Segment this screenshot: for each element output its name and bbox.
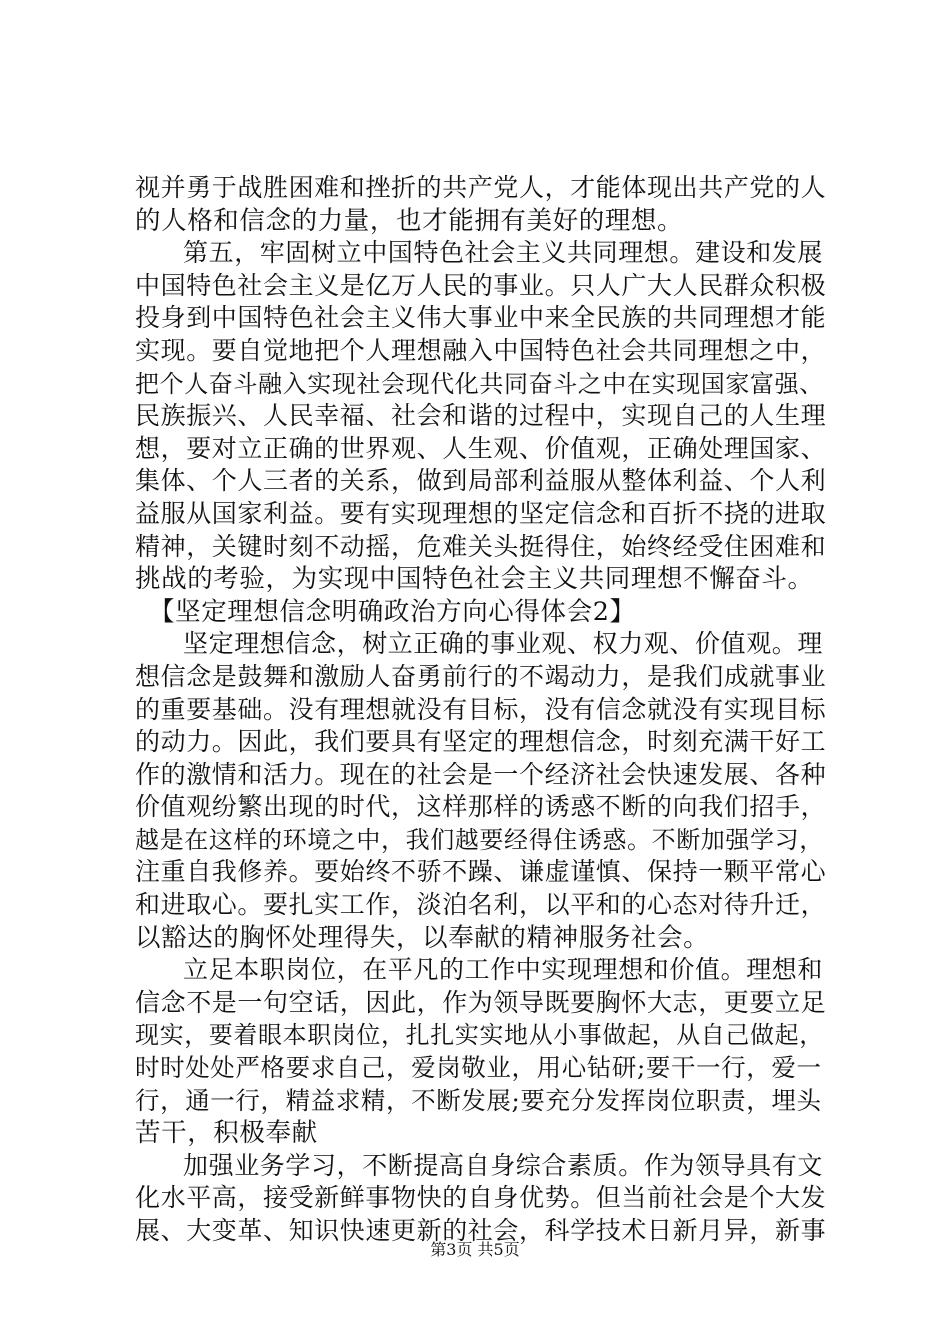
text-line: 实现。要自觉地把个人理想融入中国特色社会共同理想之中， xyxy=(135,335,827,365)
text-line: 的重要基础。没有理想就没有目标，没有信念就没有实现目标 xyxy=(135,694,827,724)
text-line: 注重自我修养。要始终不骄不躁、谦虚谨慎、保持一颗平常心 xyxy=(135,857,827,887)
text-line: 越是在这样的环境之中，我们越要经得住诱惑。不断加强学习， xyxy=(135,825,824,854)
text-line: 视并勇于战胜困难和挫折的共产党人，才能体现出共产党的人 xyxy=(135,173,827,202)
text-line: 以豁达的胸怀处理得失，以奉献的精神服务社会。 xyxy=(135,922,710,953)
document-body xyxy=(135,172,827,1248)
text-line: 展、大变革、知识快速更新的社会，科学技术日新月异，新事 xyxy=(135,1216,827,1245)
text-line: 投身到中国特色社会主义伟大事业中来全民族的共同理想才能 xyxy=(135,303,827,333)
text-line: 想，要对立正确的世界观、人生观、价值观，正确处理国家、 xyxy=(135,433,827,463)
text-line: 民族振兴、人民幸福、社会和谐的过程中，实现自己的人生理 xyxy=(135,401,827,431)
text-line: 行，通一行，精益求精，不断发展;要充分发挥岗位职责，埋头 xyxy=(135,1085,822,1115)
text-line: 苦干，积极奉献 xyxy=(135,1118,318,1149)
text-line: 信念不是一句空话，因此，作为领导既要胸怀大志，更要立足 xyxy=(135,987,827,1017)
text-line: 第五，牢固树立中国特色社会主义共同理想。建设和发展 xyxy=(183,238,824,268)
text-line: 加强业务学习，不断提高自身综合素质。作为领导具有文 xyxy=(183,1150,824,1180)
text-line: 把个人奋斗融入实现社会现代化共同奋斗之中在实现国家富强、 xyxy=(135,369,824,398)
text-line: 价值观纷繁出现的时代，这样那样的诱惑不断的向我们招手， xyxy=(135,792,827,822)
text-line: 的动力。因此，我们要具有坚定的理想信念，时刻充满干好工 xyxy=(135,727,827,757)
text-line: 集体、个人三者的关系，做到局部利益服从整体利益、个人利 xyxy=(135,466,827,496)
text-line: 化水平高，接受新鲜事物快的自身优势。但当前社会是个大发 xyxy=(135,1183,827,1213)
text-line: 坚定理想信念，树立正确的事业观、权力观、价值观。理 xyxy=(183,629,824,659)
text-line: 精神，关键时刻不动摇，危难关头挺得住，始终经受住困难和 xyxy=(135,531,827,561)
text-line: 想信念是鼓舞和激励人奋勇前行的不竭动力，是我们成就事业 xyxy=(135,661,827,691)
text-line: 和进取心。要扎实工作，淡泊名利，以平和的心态对待升迁， xyxy=(135,890,827,920)
text-line: 时时处处严格要求自己，爱岗敬业，用心钻研;要干一行，爱一 xyxy=(135,1053,822,1083)
text-line: 的人格和信念的力量，也才能拥有美好的理想。 xyxy=(135,205,684,236)
section-heading: 【坚定理想信念明确政治方向心得体会2】 xyxy=(149,596,636,627)
text-line: 现实，要着眼本职岗位，扎扎实实地从小事做起，从自己做起， xyxy=(135,1021,824,1050)
page-footer: 第3页 共5页 xyxy=(430,1240,520,1259)
text-line: 益服从国家利益。要有实现理想的坚定信念和百折不挠的进取 xyxy=(135,498,827,528)
text-line: 挑战的考验，为实现中国特色社会主义共同理想不懈奋斗。 xyxy=(135,564,814,595)
text-line: 作的激情和活力。现在的社会是一个经济社会快速发展、各种 xyxy=(135,759,827,789)
text-line: 中国特色社会主义是亿万人民的事业。只人广大人民群众积极 xyxy=(135,270,827,300)
text-line: 立足本职岗位，在平凡的工作中实现理想和价值。理想和 xyxy=(183,955,824,985)
